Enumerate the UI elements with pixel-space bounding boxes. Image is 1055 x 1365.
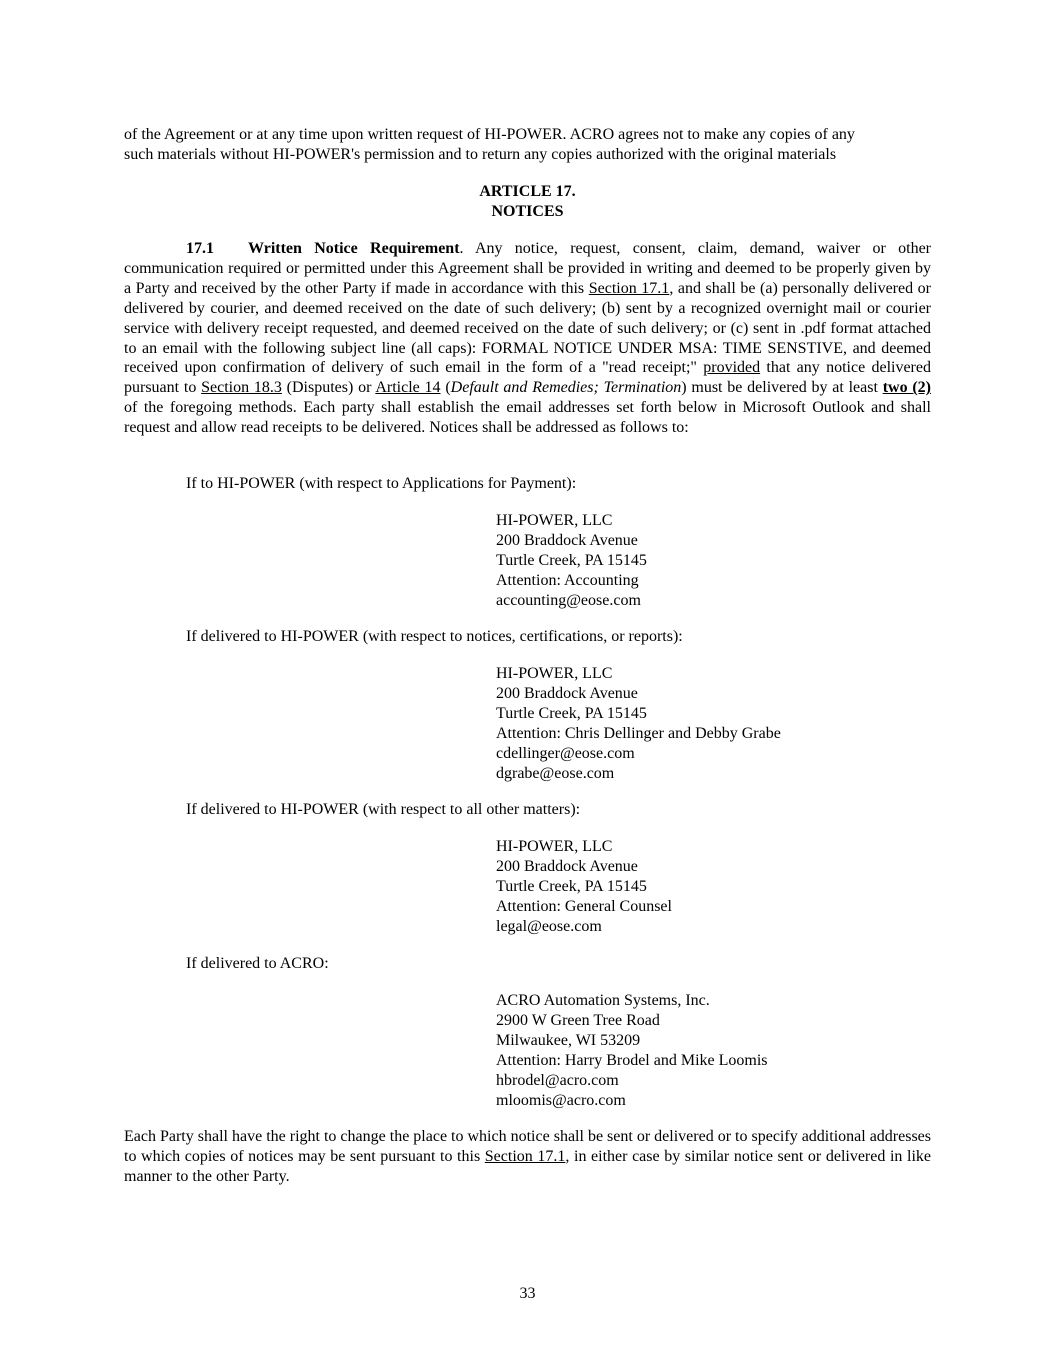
address-line: 2900 W Green Tree Road bbox=[496, 1011, 660, 1029]
section-17-1-ref: Section 17.1 bbox=[588, 279, 670, 297]
closing-text-2: , in either case by similar notice sent or delivered in like manner to the other Party. bbox=[124, 1147, 932, 1185]
address-line: Milwaukee, WI 53209 bbox=[496, 1031, 641, 1049]
notice-intro: If delivered to HI-POWER (with respect to notices, certifications, or reports): bbox=[186, 628, 683, 645]
section-text-6: ) must be delivered by at least bbox=[681, 379, 883, 397]
address-line: legal@eose.com bbox=[496, 917, 602, 935]
address-line: HI-POWER, LLC bbox=[496, 665, 613, 682]
section-text-4: (Disputes) or bbox=[281, 379, 376, 397]
address-line: Turtle Creek, PA 15145 bbox=[496, 704, 647, 722]
intro-line-1: of the Agreement or at any time upon written request of HI-POWER. ACRO agrees not to make any copies of any bbox=[124, 126, 855, 143]
intro-line-2: such materials without HI-POWER's permission and to return any copies authorized with the original materials bbox=[124, 145, 837, 163]
address-line: Turtle Creek, PA 15145 bbox=[496, 551, 647, 569]
address-line: Attention: Accounting bbox=[496, 571, 639, 589]
section-17-1-paragraph bbox=[124, 239, 931, 438]
default-remedies-italic: Default and Remedies; Termination bbox=[450, 379, 682, 397]
address-line: mloomis@acro.com bbox=[496, 1091, 626, 1109]
address-line: 200 Braddock Avenue bbox=[496, 684, 638, 702]
article-number: ARTICLE 17. bbox=[479, 183, 576, 200]
section-text-7: of the foregoing methods. Each party shall establish the email addresses set forth below in Microsoft Outlook and shall request and allow read receipts to be delivered. Notices shall be addressed as follows to: bbox=[124, 399, 931, 437]
address-line: Attention: General Counsel bbox=[496, 897, 672, 915]
section-text-2: , and shall be (a) personally delivered or delivered by courier, and deemed received on the date of such delivery; (b) sent by a recognized overnight mail or courier service with delivery receipt requested, and deemed received on the date of such delivery; or (c) sent in .pdf format attached to an email with the following subject line (all caps): FORMAL NOTICE UNDER MSA: TIME SENSTIVE, and deemed received upon confirmation of delivery of such email in the form of a "read receipt;" bbox=[124, 279, 931, 377]
closing-text-1: Each Party shall have the right to change the place to which notice shall be sent or delivered or to specify additional addresses to which copies of notices may be sent pursuant to this bbox=[124, 1128, 931, 1165]
article-14-ref: Article 14 bbox=[375, 379, 441, 397]
article-title: NOTICES bbox=[491, 203, 564, 220]
section-text-3: that any notice delivered pursuant to bbox=[124, 359, 931, 397]
intro-paragraph bbox=[124, 125, 931, 165]
page-number: 33 bbox=[519, 1285, 536, 1302]
address-line: accounting@eose.com bbox=[496, 591, 641, 609]
notice-intro: If to HI-POWER (with respect to Applications for Payment): bbox=[186, 475, 577, 492]
two-methods-term: two (2) bbox=[882, 379, 932, 397]
address-block bbox=[496, 511, 647, 611]
provided-term: provided bbox=[703, 359, 761, 377]
address-line: ACRO Automation Systems, Inc. bbox=[496, 992, 710, 1009]
address-block bbox=[496, 991, 768, 1110]
address-line: cdellinger@eose.com bbox=[496, 744, 635, 762]
closing-section-ref: Section 17.1 bbox=[484, 1147, 566, 1165]
section-text-1: . Any notice, request, consent, claim, demand, waiver or other communication required or permitted under this Agreement shall be provided in writing and deemed to be properly given by a Party and received by the other Party if made in accordance with this bbox=[124, 240, 932, 297]
article-heading bbox=[124, 182, 931, 222]
section-text-5: ( bbox=[440, 379, 451, 397]
address-block bbox=[496, 837, 672, 937]
notice-intro: If delivered to ACRO: bbox=[186, 955, 329, 972]
section-heading: Written Notice Requirement bbox=[248, 240, 460, 257]
address-block bbox=[496, 664, 781, 783]
notice-intro: If delivered to HI-POWER (with respect to all other matters): bbox=[186, 801, 581, 818]
section-number: 17.1 bbox=[186, 240, 214, 257]
address-line: 200 Braddock Avenue bbox=[496, 531, 638, 549]
address-line: HI-POWER, LLC bbox=[496, 838, 613, 855]
address-line: Attention: Chris Dellinger and Debby Grabe bbox=[496, 724, 781, 742]
address-line: Attention: Harry Brodel and Mike Loomis bbox=[496, 1051, 768, 1069]
address-line: Turtle Creek, PA 15145 bbox=[496, 877, 647, 895]
address-line: dgrabe@eose.com bbox=[496, 764, 615, 782]
address-line: 200 Braddock Avenue bbox=[496, 857, 638, 875]
section-18-3-ref: Section 18.3 bbox=[201, 379, 282, 397]
closing-paragraph bbox=[124, 1127, 931, 1187]
address-line: hbrodel@acro.com bbox=[496, 1071, 619, 1089]
address-line: HI-POWER, LLC bbox=[496, 512, 613, 529]
